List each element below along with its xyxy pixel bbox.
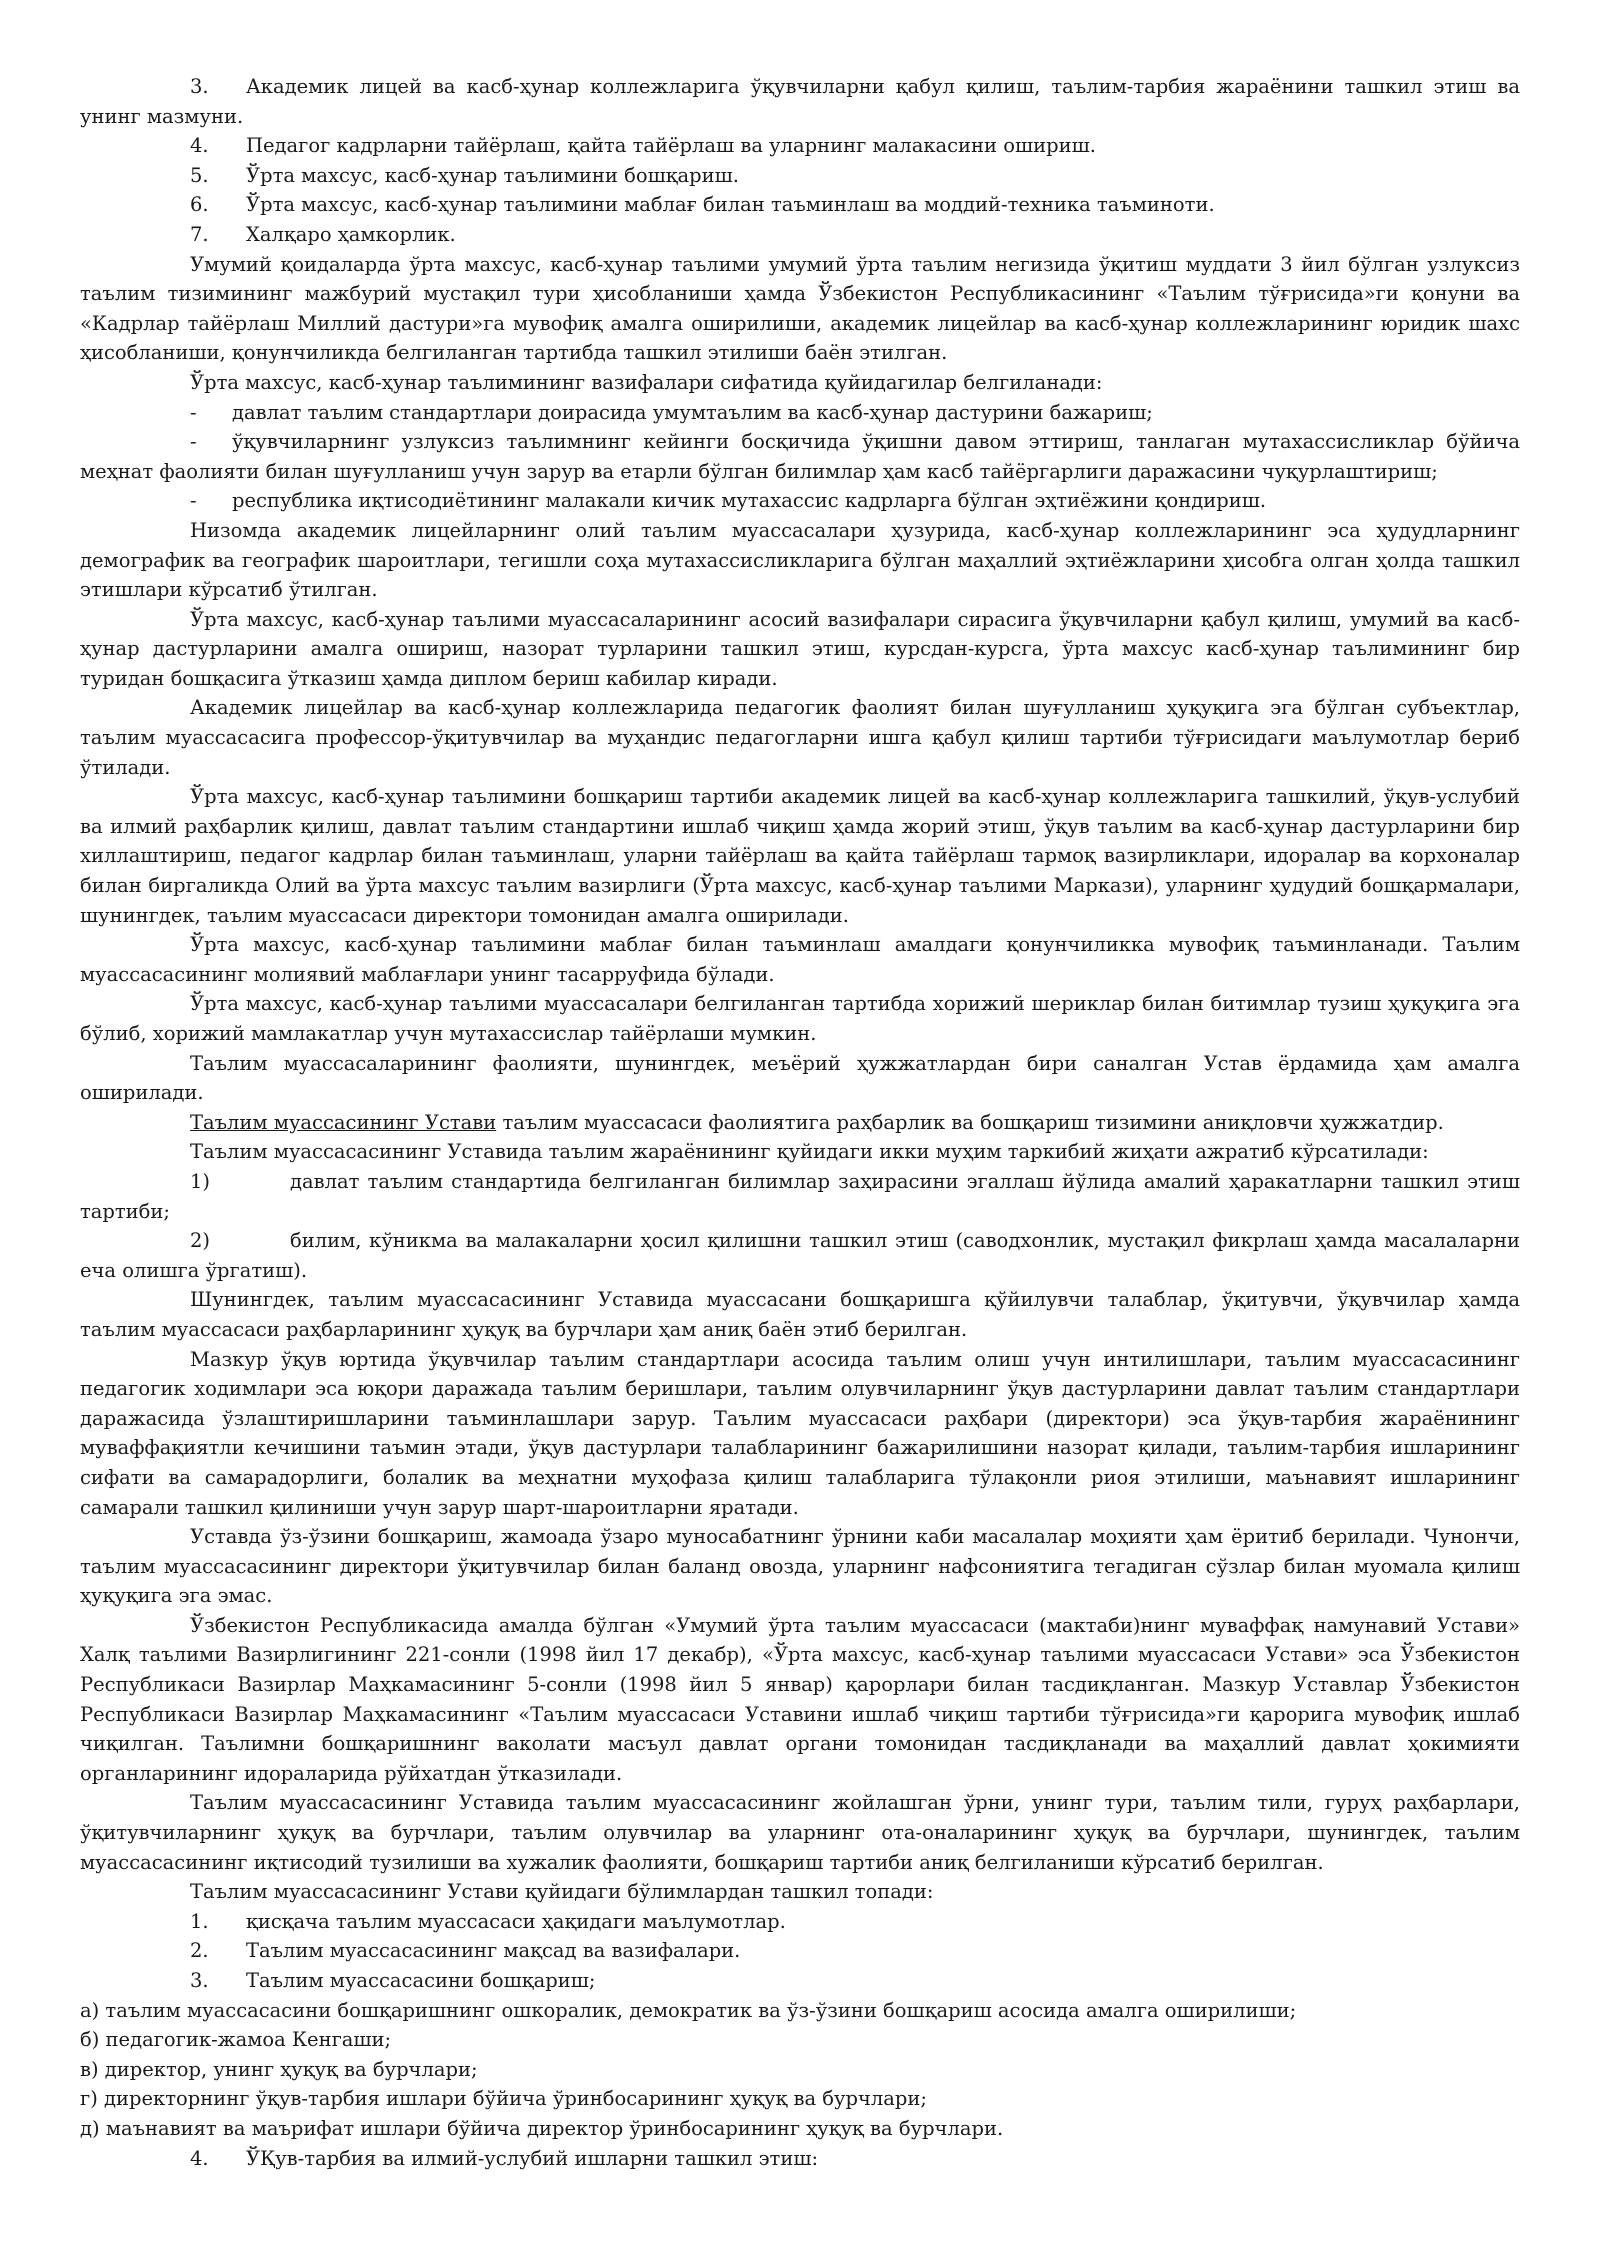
paragraph: Уставда ўз-ўзини бошқариш, жамоада ўзаро муносабатнинг ўрнини каби масалалар моҳияти ҳам ёритиб берилади. Чунончи, таълим муассасасининг директори ўқитувчилар билан баланд овозда, уларнинг нафсониятига тегадиган сўзлар билан муомала қилиш ҳуқуқига эга эмас. xyxy=(80,1525,1520,1608)
paragraph: Ўрта махсус, касб-ҳунар таълимининг вазифалари сифатида қуйидагилар белгиланади: xyxy=(190,370,1103,394)
paragraph: Ўрта махсус, касб-ҳунар таълимини маблағ билан таъминлаш амалдаги қонунчиликка мувофиқ таъминланади. Таълим муассасасининг молиявий маблағлари унинг тасарруфида бўлади. xyxy=(80,933,1520,986)
paragraph: Таълим муассасасининг Уставида таълим жараёнининг қуйидаги икки муҳим таркибий жиҳати ажратиб кўрсатилади: xyxy=(190,1140,1429,1164)
list-number: 4. xyxy=(190,134,209,158)
list-number: 5. xyxy=(190,163,209,187)
paragraph: Ўрта махсус, касб-ҳунар таълими муассасаларининг асосий вазифалари сирасига ўқувчиларни қабул қилиш, умумий ва касб-ҳунар дастурларини амалга ошириш, назорат турларини ташкил этиш, курсдан-курсга, ўрта махсус касб-ҳунар таълимининг бир туридан бошқасига ўтказиш ҳамда диплом бериш кабилар киради. xyxy=(80,607,1520,690)
list-item: 2) билим, кўникма ва малакаларни ҳосил қилишни ташкил этиш (саводхонлик, мустақил фикрлаш ҳамда масалаларни еча олишга ўргатиш). xyxy=(80,1226,1520,1285)
paragraph: Академик лицейлар ва касб-ҳунар коллежларида педагогик фаолият билан шуғулланиш ҳуқуқига эга бўлган субъектлар, таълим муассасасига профессор-ўқитувчилар ва муҳандис педагогларни ишга қабул қилиш тартиби тўғрисидаги маълумотлар бериб ўтилади. xyxy=(80,696,1520,779)
paragraph: Таълим муассасаларининг фаолияти, шунингдек, меъёрий ҳужжатлардан бири саналган Устав ёрдамида ҳам амалга оширилади. xyxy=(80,1051,1520,1105)
list-item: 6. Ўрта махсус, касб-ҳунар таълимини маблағ билан таъминлаш ва моддий-техника таъминоти. xyxy=(80,190,1520,220)
list-item: 1. қисқача таълим муассасаси ҳақидаги маълумотлар. xyxy=(80,1907,1520,1937)
list-number: 1) xyxy=(190,1169,211,1193)
list-item: 3. Таълим муассасасини бошқариш; xyxy=(80,1966,1520,1996)
list-number: 6. xyxy=(190,193,209,217)
list-item: 7. Халқаро ҳамкорлик. xyxy=(80,220,1520,250)
dash-item: - ўқувчиларнинг узлуксиз таълимнинг кейинги босқичида ўқишни давом эттириш, танлаган мутахассисликлар бўйича меҳнат фаолияти билан шуғулланиш учун зарур ва етарли бўлган билимлар ҳам касб тайёргарлиги даражасини чуқурлаштириш; xyxy=(80,430,1520,483)
list-item: 3. Академик лицей ва касб-ҳунар коллежларига ўқувчиларни қабул қилиш, таълим-тарбия жараёнини ташкил этиш ва унинг мазмуни. xyxy=(80,72,1520,131)
list-number: 3. xyxy=(190,75,209,98)
paragraph: Таълим муассасасининг Устави қуйидаги бўлимлардан ташкил топади: xyxy=(190,1880,934,1904)
sub-item: б) педагогик-жамоа Кенгаши; xyxy=(80,2028,392,2052)
paragraph: Ўрта махсус, касб-ҳунар таълимини бошқариш тартиби академик лицей ва касб-ҳунар коллежларига ташкилий, ўқув-услубий ва илмий раҳбарлик қилиш, давлат таълим стандартини ишлаб чиқиш ҳамда жорий этиш, ўқув таълим ва касб-ҳунар дастурларини бир хиллаштириш, педагог кадрлар билан таъминлаш, уларни тайёрлаш ва қайта тайёрлаш тармоқ вазирликлари, идоралар ва корхоналар билан биргаликда Олий ва ўрта махсус таълим вазирлиги (Ўрта махсус, касб-ҳунар таълими Маркази), уларнинг ҳудудий бошқармалари, шунингдек, таълим муассасаси директори томонидан амалга оширилади. xyxy=(80,785,1520,927)
list-item: 2. Таълим муассасасининг мақсад ва вазифалари. xyxy=(80,1936,1520,1966)
list-item: 5. Ўрта махсус, касб-ҳунар таълимини бошқариш. xyxy=(80,161,1520,191)
list-item: 1) давлат таълим стандартида белгиланган билимлар заҳирасини эгаллаш йўлида амалий ҳаракатларни ташкил этиш тартиби; xyxy=(80,1167,1520,1226)
list-number: 2. xyxy=(190,1939,209,1963)
sub-item: д) маънавият ва маърифат ишлари бўйича директор ўринбосарининг ҳуқуқ ва бурчлари. xyxy=(80,2116,1004,2140)
list-number: 3. xyxy=(190,1969,209,1992)
dash-item: - давлат таълим стандартлари доирасида умумтаълим ва касб-ҳунар дастурини бажариш; xyxy=(190,400,1153,424)
dash-item: - республика иқтисодиётининг малакали кичик мутахассис кадрларга бўлган эҳтиёжини қондириш. xyxy=(190,489,1267,513)
list-item: 4. ЎҚув-тарбия ва илмий-услубий ишларни ташкил этиш: xyxy=(80,2144,1520,2174)
list-number: 2) xyxy=(190,1229,211,1253)
list-number: 4. xyxy=(190,2146,209,2170)
list-number: 7. xyxy=(190,222,209,246)
paragraph: Таълим муассасасининг Уставида таълим муассасасининг жойлашган ўрни, унинг тури, таълим тили, гуруҳ раҳбарлари, ўқитувчиларнинг ҳуқуқ ва бурчлари, таълим олувчилар ва уларнинг ота-оналарининг ҳуқуқ ва бурчлари, шунингдек, таълим муассасасининг иқтисодий тузилиши ва хужалик фаолияти, бошқариш тартиби аниқ белгиланиши кўрсатиб берилган. xyxy=(80,1791,1520,1874)
underlined-term: Таълим муассасининг Устави xyxy=(190,1110,497,1134)
paragraph: Умумий қоидаларда ўрта махсус, касб-ҳунар таълими умумий ўрта таълим негизида ўқитиш муддати 3 йил бўлган узлуксиз таълим тизимининг мажбурий мустақил тури ҳисобланиши ҳамда Ўзбекистон Республикасининг «Таълим тўғрисида»ги қонуни ва «Кадрлар тайёрлаш Миллий дастури»га мувофиқ амалга оширилиши, академик лицейлар ва касб-ҳунар коллежларининг юридик шахс ҳисобланиши, қонунчиликда белгиланган тартибда ташкил этилиши баён этилган. xyxy=(80,252,1520,365)
sub-item: а) таълим муассасасини бошқаришнинг ошкоралик, демократик ва ўз-ўзини бошқариш асосида амалга оширилиши; xyxy=(80,1998,1297,2022)
paragraph: Шунингдек, таълим муассасасининг Уставида муассасани бошқаришга қўйилувчи талаблар, ўқитувчи, ўқувчилар ҳамда таълим муассасаси раҳбарларининг ҳуқуқ ва бурчлари ҳам аниқ баён этиб берилган. xyxy=(80,1288,1520,1341)
paragraph: Ўрта махсус, касб-ҳунар таълими муассасалари белгиланган тартибда хорижий шериклар билан битимлар тузиш ҳуқуқига эга бўлиб, хорижий мамлакатлар учун мутахассислар тайёрлаши мумкин. xyxy=(80,992,1520,1045)
paragraph: Таълим муассасининг Устави таълим муассасаси фаолиятига раҳбарлик ва бошқариш тизимини аниқловчи ҳужжатдир. xyxy=(190,1110,1444,1134)
list-item: 4. Педагог кадрларни тайёрлаш, қайта тайёрлаш ва уларнинг малакасини ошириш. xyxy=(80,131,1520,161)
sub-item: г) директорнинг ўқув-тарбия ишлари бўйича ўринбосарининг ҳуқуқ ва бурчлари; xyxy=(80,2087,927,2111)
paragraph: Низомда академик лицейларнинг олий таълим муассасалари ҳузурида, касб-ҳунар коллежларининг эса ҳудудларнинг демографик ва географик шароитлари, тегишли соҳа мутахассисликларига бўлган маҳаллий эҳтиёжларини ҳисобга олган ҳолда ташкил этишлари кўрсатиб ўтилган. xyxy=(80,518,1520,602)
paragraph: Ўзбекистон Республикасида амалда бўлган «Умумий ўрта таълим муассасаси (мактаби)нинг муваффақ намунавий Устави» Халқ таълими Вазирлигининг 221-сонли (1998 йил 17 декабр), «Ўрта махсус, касб-ҳунар таълими муассасаси Устави» эса Ўзбекистон Республикаси Вазирлар Маҳкамасининг 5-сонли (1998 йил 5 январ) қарорлари билан тасдиқланган. Мазкур Уставлар Ўзбекистон Республикаси Вазирлар Маҳкамасининг «Таълим муассасаси Уставини ишлаб чиқиш тартиби тўғрисида»ги қарорига мувофиқ ишлаб чиқилган. Таълимни бошқаришнинг ваколати масъул давлат органи томонидан тасдиқланади ва маҳаллий давлат ҳокимияти органларининг идораларида рўйхатдан ўтказилади. xyxy=(80,1613,1520,1785)
paragraph: Мазкур ўқув юртида ўқувчилар таълим стандартлари асосида таълим олиш учун интилишлари, таълим муассасасининг педагогик ходимлари эса юқори даражада таълим беришлари, таълим олувчиларнинг ўқув дастурларини давлат таълим стандартлари даражасида ўзлаштиришларини таъминлашлари зарур. Таълим муассасаси раҳбари (директори) эса ўқув-тарбия жараёнининг муваффақиятли кечишини таъмин этади, ўқув дастурлари талабларининг бажарилишини назорат қилади, таълим-тарбия ишларининг сифати ва самарадорлиги, болалик ва меҳнатни муҳофаза қилиш талабларига тўлақонли риоя этилиши, маънавият ишларининг самарали ташкил қилиниши учун зарур шарт-шароитларни яратади. xyxy=(80,1347,1520,1519)
list-number: 1. xyxy=(190,1909,209,1933)
sub-item: в) директор, унинг ҳуқуқ ва бурчлари; xyxy=(80,2057,478,2081)
